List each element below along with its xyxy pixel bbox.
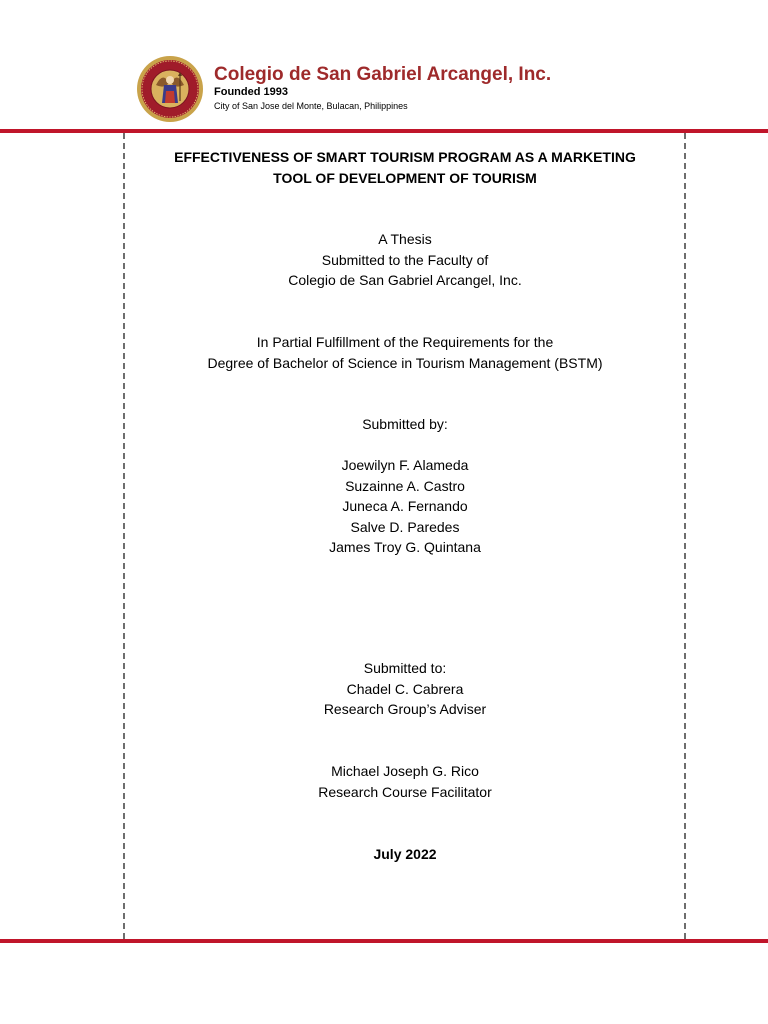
- school-seal-icon: [136, 55, 204, 123]
- institution-name: Colegio de San Gabriel Arcangel, Inc.: [214, 64, 552, 85]
- author-name: James Troy G. Quintana: [329, 539, 481, 555]
- right-dashed-border: [684, 133, 686, 939]
- institution-location: City of San Jose del Monte, Bulacan, Philippines: [214, 101, 408, 111]
- facilitator-role: Research Course Facilitator: [318, 783, 492, 800]
- thesis-submitted-line: Submitted to the Faculty of: [321, 251, 489, 268]
- author-name: Salve D. Paredes: [350, 518, 460, 535]
- left-dashed-border: [123, 133, 125, 939]
- author-name: Juneca A. Fernando: [342, 498, 468, 514]
- facilitator-block: [126, 761, 684, 802]
- thesis-institution-line: Colegio de San Gabriel Arcangel, Inc.: [288, 272, 522, 288]
- author-name: Joewilyn F. Alameda: [341, 457, 469, 473]
- adviser-name: Chadel C. Cabrera: [346, 680, 464, 697]
- bottom-divider: [0, 939, 768, 943]
- adviser-role: Research Group’s Adviser: [323, 701, 487, 717]
- thesis-title-line: EFFECTIVENESS OF SMART TOURISM PROGRAM AS A MARKETING: [174, 149, 636, 165]
- thesis-title: [126, 147, 684, 189]
- submission-date: July 2022: [373, 846, 437, 862]
- fulfillment-block: [126, 332, 684, 373]
- degree-line: Degree of Bachelor of Science in Tourism Management (BSTM): [207, 354, 603, 371]
- submitted-by-label: Submitted by:: [362, 416, 448, 432]
- facilitator-name: Michael Joseph G. Rico: [331, 763, 479, 779]
- author-list: [126, 455, 684, 558]
- founded-year: Founded 1993: [214, 86, 288, 98]
- top-divider: [0, 129, 768, 133]
- thesis-label: A Thesis: [378, 231, 432, 247]
- thesis-submission-block: [126, 229, 684, 291]
- fulfillment-line: In Partial Fulfillment of the Requirements for the: [256, 334, 554, 350]
- thesis-title-line: TOOL OF DEVELOPMENT OF TOURISM: [273, 170, 537, 186]
- submitted-to-label: Submitted to:: [363, 660, 447, 676]
- author-name: Suzainne A. Castro: [345, 477, 465, 494]
- submitted-to-block: [126, 658, 684, 720]
